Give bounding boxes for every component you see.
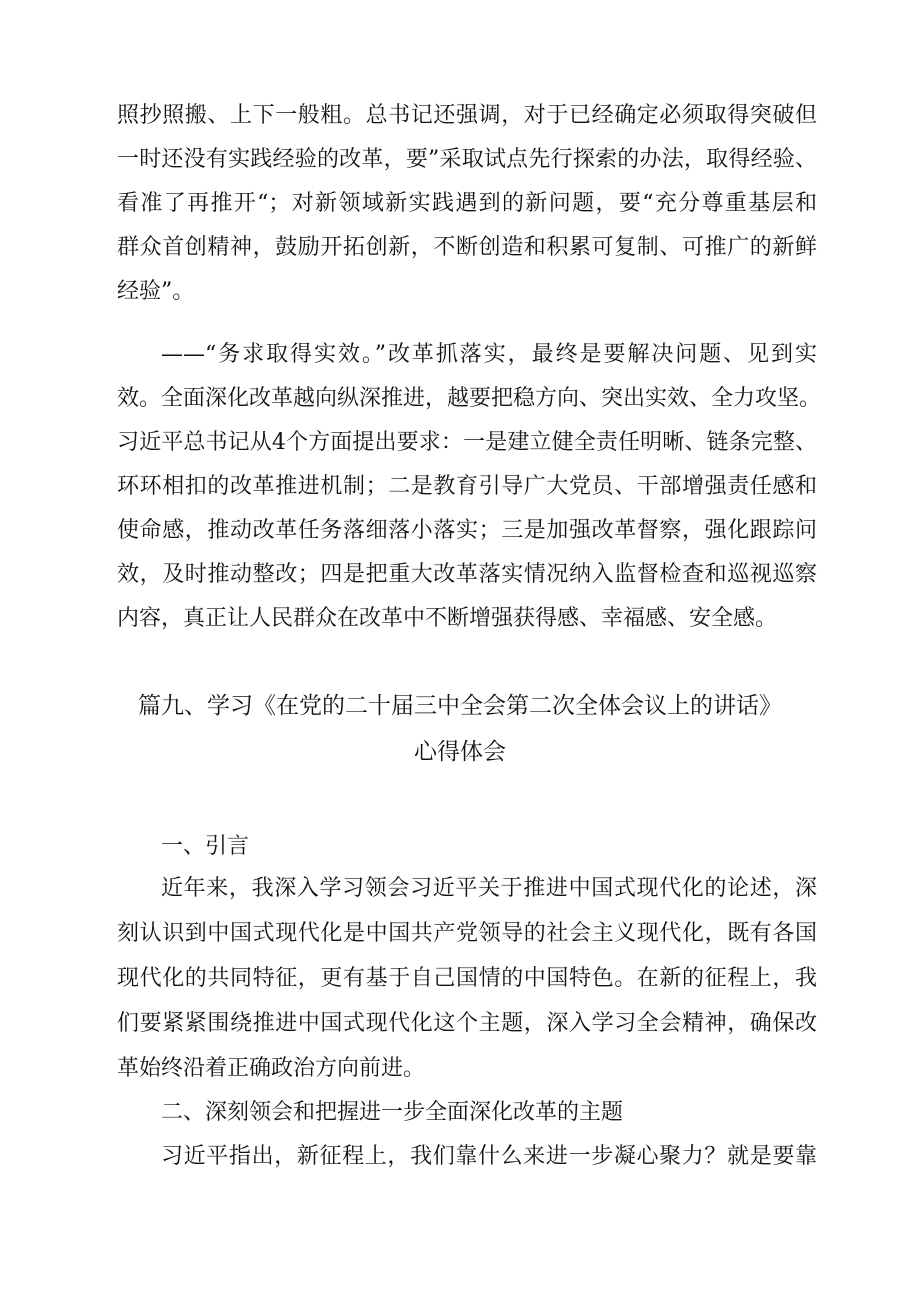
paragraph-line: 革始终沿着正确政治方向前进。	[117, 1056, 426, 1081]
paragraph-line: 看准了再推开“；对新领域新实践遇到的新问题，要“充分尊重基层和	[117, 191, 817, 216]
paragraph-line: 近年来，我深入学习领会习近平关于推进中国式现代化的论述，深	[161, 876, 817, 901]
paragraph-line: 环环相扣的改革推进机制；二是教育引导广大党员、干部增强责任感和	[117, 474, 817, 499]
paragraph-line: 经验”。	[117, 279, 195, 304]
paragraph-line: 效，及时推动整改；四是把重大改革落实情况纳入监督检查和巡视巡察	[117, 562, 817, 587]
paragraph-line: 一时还没有实践经验的改革，要”采取试点先行探索的办法，取得经验、	[117, 147, 817, 172]
paragraph-line: 习近平总书记从4个方面提出要求：一是建立健全责任明晰、链条完整、	[117, 430, 817, 455]
paragraph-line: 群众首创精神，鼓励开拓创新，不断创造和积累可复制、可推广的新鲜	[117, 235, 817, 260]
paragraph-line: 们要紧紧围绕推进中国式现代化这个主题，深入学习全会精神，确保改	[117, 1011, 817, 1036]
article-title-subtitle: 心得体会	[414, 739, 506, 765]
section-heading: 一、引言	[161, 834, 250, 859]
paragraph-line: 习近平指出，新征程上，我们靠什么来进一步凝心聚力？就是要靠	[161, 1144, 817, 1169]
paragraph-line: 使命感，推动改革任务落细落小落实；三是加强改革督察，强化跟踪问	[117, 518, 817, 543]
paragraph-line: ——“务求取得实效。”改革抓落实，最终是要解决问题、见到实	[161, 342, 817, 367]
paragraph-line: 刻认识到中国式现代化是中国共产党领导的社会主义现代化，既有各国	[117, 921, 817, 946]
paragraph-line: 内容，真正让人民群众在改革中不断增强获得感、幸福感、安全感。	[117, 606, 778, 631]
article-title: 篇九、学习《在党的二十届三中全会第二次全体会议上的讲话》	[138, 693, 782, 719]
section-heading: 二、深刻领会和把握进一步全面深化改革的主题	[161, 1100, 624, 1125]
paragraph-line: 效。全面深化改革越向纵深推进，越要把稳方向、突出实效、全力攻坚。	[117, 386, 822, 411]
paragraph-line: 现代化的共同特征，更有基于自己国情的中国特色。在新的征程上，我	[117, 966, 817, 991]
paragraph-line: 照抄照搬、上下一般粗。总书记还强调，对于已经确定必须取得突破但	[117, 103, 817, 128]
